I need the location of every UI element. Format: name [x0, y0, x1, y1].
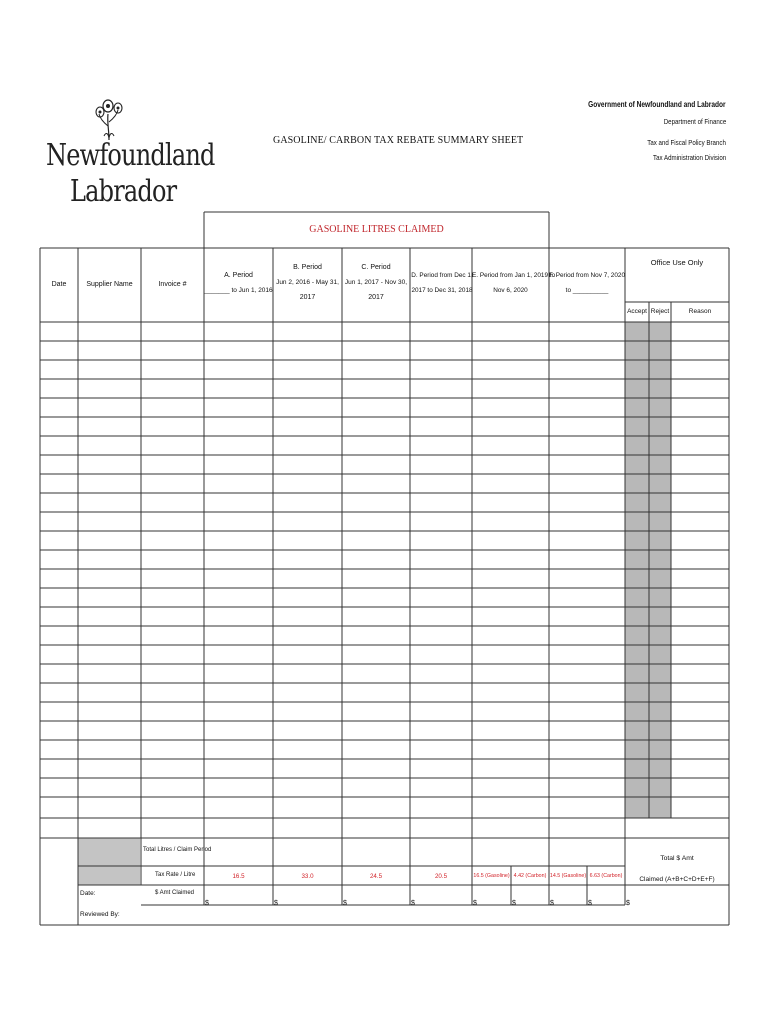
- col-header-period-e: [472, 268, 556, 298]
- rate-period-c: 24.5: [369, 873, 383, 880]
- period-b-line1: B. Period: [293, 264, 322, 271]
- period-c-line3: 2017: [368, 294, 384, 301]
- period-b-line3: 2017: [299, 294, 316, 301]
- total-amt-label: Total $ Amt: [660, 855, 694, 862]
- tax-rate-label: Tax Rate / Litre: [155, 872, 196, 878]
- office-use-heading: Office Use Only: [650, 258, 704, 267]
- period-d-line2: 2017 to Dec 31, 2018: [411, 287, 473, 294]
- rate-period-d: 20.5: [434, 873, 448, 880]
- logo-line-newfoundland: Newfoundland: [46, 138, 215, 173]
- rate-period-a: 16.5: [232, 873, 245, 880]
- dollar-c: $: [343, 900, 347, 907]
- division-name: Tax Administration Division: [652, 153, 726, 162]
- dollar-total: $: [626, 900, 630, 907]
- claimed-formula-label: Claimed (A+B+C+D+E+F): [639, 876, 715, 883]
- period-e-line2: Nov 6, 2020: [493, 287, 528, 294]
- period-a-line2: _______ to Jun 1, 2016: [204, 287, 273, 294]
- dollar-f-gasoline: $: [550, 900, 554, 907]
- col-header-invoice: Invoice #: [158, 281, 187, 288]
- date-label: Date:: [80, 890, 96, 897]
- office-reason-header: Reason: [688, 308, 712, 315]
- col-header-period-b: [273, 260, 342, 305]
- col-header-period-f: [549, 268, 625, 298]
- period-b-line2: Jun 2, 2016 - May 31,: [276, 279, 339, 286]
- dollar-f-carbon: $: [588, 900, 592, 907]
- period-d-line1: D. Period from Dec 1,: [411, 272, 473, 279]
- amt-claimed-label: $ Amt Claimed: [155, 890, 195, 896]
- col-header-period-d: [410, 268, 474, 298]
- period-f-line2: to __________: [565, 287, 609, 294]
- government-name: Government of Newfoundland and Labrador: [588, 100, 726, 109]
- period-c-line2: Jun 1, 2017 - Nov 30,: [344, 279, 408, 286]
- dollar-e-gasoline: $: [473, 900, 477, 907]
- col-header-period-c: [342, 260, 410, 305]
- office-reject-header: Reject: [650, 308, 670, 315]
- dollar-a: $: [205, 900, 209, 907]
- office-accept-header: Accept: [627, 308, 647, 315]
- rate-period-e-carbon: 4.42 (Carbon): [513, 873, 547, 879]
- page-title: GASOLINE/ CARBON TAX REBATE SUMMARY SHEET: [273, 135, 524, 146]
- col-header-period-a: [204, 268, 273, 298]
- dollar-d: $: [411, 900, 415, 907]
- period-a-line1: A. Period: [224, 272, 253, 279]
- dollar-e-carbon: $: [512, 900, 516, 907]
- logo-line-labrador: Labrador: [70, 174, 177, 209]
- period-f-line1: F. Period from Nov 7, 2020: [549, 272, 626, 279]
- branch-name: Tax and Fiscal Policy Branch: [647, 138, 726, 147]
- dollar-b: $: [274, 900, 278, 907]
- rate-period-f-carbon: 6.63 (Carbon): [589, 873, 623, 879]
- col-header-date: Date: [51, 281, 67, 288]
- total-litres-label: Total Litres / Claim Period: [143, 847, 212, 853]
- rate-period-f-gasoline: 14.5 (Gasoline): [549, 873, 587, 879]
- reviewed-by-label: Reviewed By:: [80, 911, 120, 918]
- period-e-line1: E. Period from Jan 1, 2019 to: [472, 272, 556, 279]
- period-c-line1: C. Period: [361, 264, 391, 271]
- rate-period-e-gasoline: 16.5 (Gasoline): [473, 873, 510, 879]
- gasoline-litres-heading: GASOLINE LITRES CLAIMED: [309, 224, 444, 235]
- rate-period-b: 33.0: [301, 873, 314, 880]
- col-header-supplier: Supplier Name: [86, 281, 133, 288]
- department-name: Department of Finance: [663, 117, 726, 126]
